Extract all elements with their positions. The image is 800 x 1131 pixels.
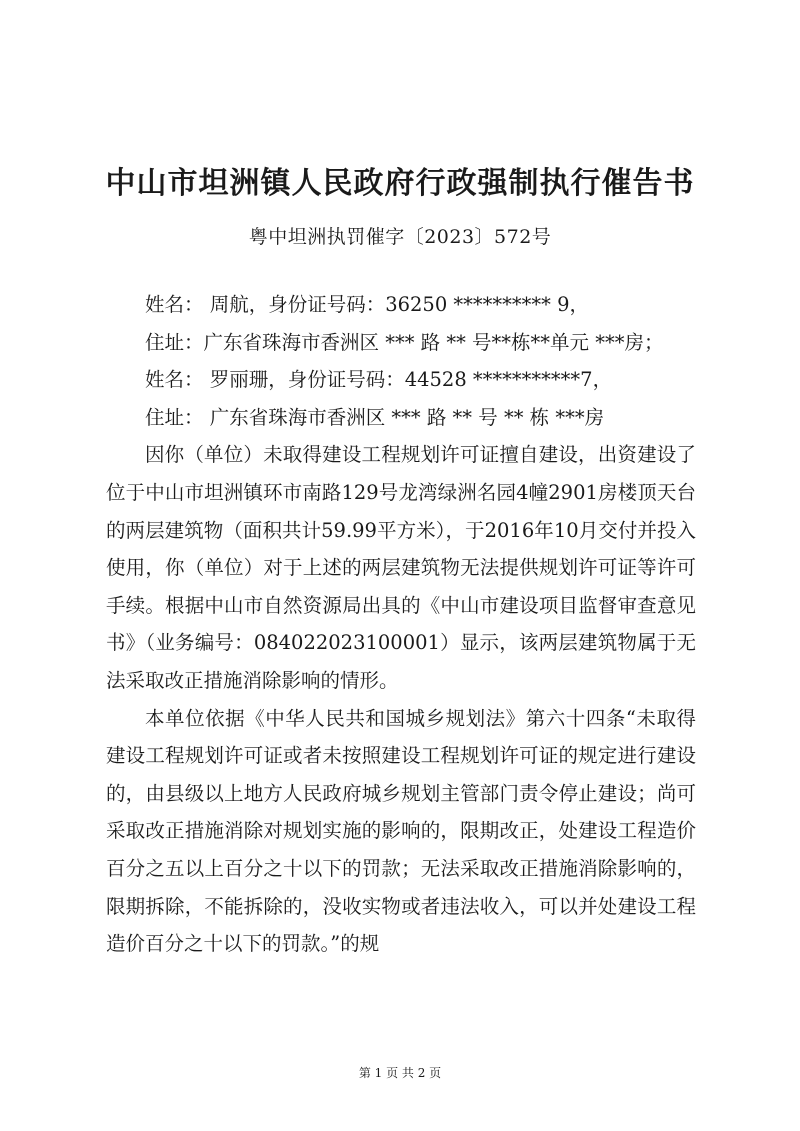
party-name-2: 姓名： 罗丽珊，身份证号码：44528 ***********7， bbox=[145, 368, 613, 392]
paragraph-legal-basis: 本单位依据《中华人民共和国城乡规划法》第六十四条“未取得建设工程规划许可证或者未按照建设工程规划许可证的规定进行建设的，由县级以上地方人民政府城乡规划主管部门责令停止建设；尚可采取改正措施消除对规划实施的影响的，限期改正，处建设工程造价百分之五以上百分之十以下的罚款；无法采取改正措施消除影响的，限期拆除，不能拆除的，没收实物或者违法收入，可以并处建设工程造价百分之十以下的罚款。”的规 bbox=[106, 706, 696, 956]
party-address-1: 住址：广东省珠海市香洲区 *** 路 ** 号**栋**单元 ***房； bbox=[145, 330, 664, 354]
party-address-2: 住址： 广东省珠海市香洲区 *** 路 ** 号 ** 栋 ***房 bbox=[145, 405, 605, 429]
paragraph-facts: 因你（单位）未取得建设工程规划许可证擅自建设，出资建设了位于中山市坦洲镇环市南路129号龙湾绿洲名园4幢2901房楼顶天台的两层建筑物（面积共计59.99平方米），于2016年10月交付并投入使用，你（单位）对于上述的两层建筑物无法提供规划许可证等许可手续。根据中山市自然资源局出具的《中山市建设项目监督审查意见书》（业务编号：084022023100001）显示，该两层建筑物属于无法采取改正措施消除影响的情形。 bbox=[106, 443, 696, 692]
document-title: 中山市坦洲镇人民政府行政强制执行催告书 bbox=[105, 166, 695, 201]
document-number: 粤中坦洲执罚催字〔2023〕572号 bbox=[248, 226, 552, 248]
page-number: 第 1 页 共 2 页 bbox=[358, 1066, 442, 1080]
document-body bbox=[106, 286, 696, 963]
party-name-1: 姓名： 周航，身份证号码：36250 ********** 9， bbox=[145, 293, 590, 316]
